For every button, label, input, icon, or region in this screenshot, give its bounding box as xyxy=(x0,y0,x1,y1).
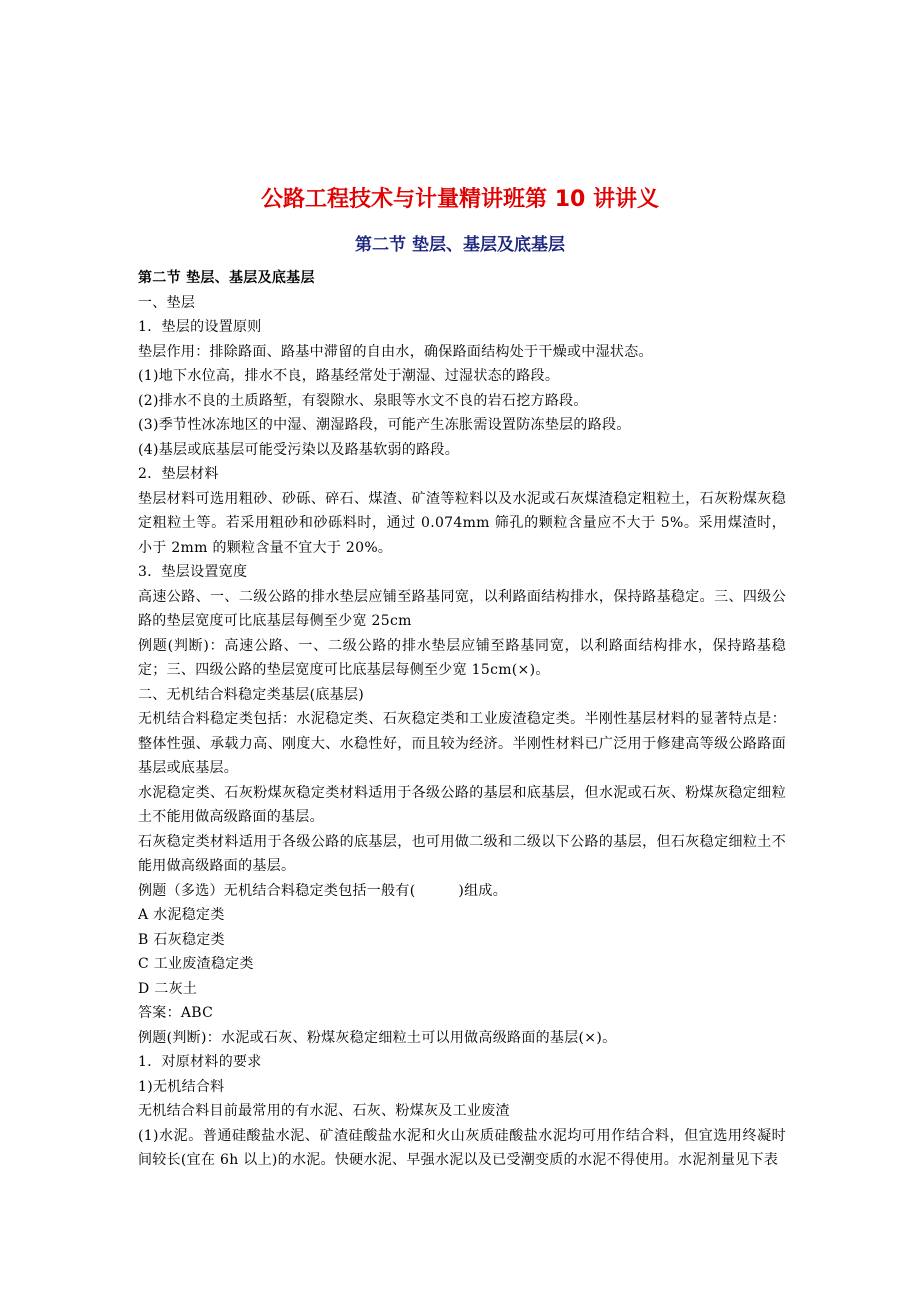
paragraph: 例题(判断)：水泥或石灰、粉煤灰稳定细粒土可以用做高级路面的基层(×)。 xyxy=(138,1029,617,1046)
paragraph: 无机结合料稳定类包括：水泥稳定类、石灰稳定类和工业废渣稳定类。半刚性基层材料的显著特点是：整体性强、承载力高、刚度大、水稳性好，而且较为经济。半刚性材料已广泛用于修建高等级公路路面基层或底基层。 xyxy=(138,711,786,776)
paragraph: 石灰稳定类材料适用于各级公路的底基层，也可用做二级和二级以下公路的基层，但石灰稳定细粒土不能用做高级路面的基层。 xyxy=(138,833,786,874)
paragraph: (3)季节性冰冻地区的中湿、潮湿路段，可能产生冻胀需设置防冻垫层的路段。 xyxy=(138,417,631,433)
paragraph: 水泥稳定类、石灰粉煤灰稳定类材料适用于各级公路的基层和底基层，但水泥或石灰、粉煤灰稳定细粒土不能用做高级路面的基层。 xyxy=(138,784,786,825)
paragraph: 垫层作用：排除路面、路基中滞留的自由水，确保路面结构处于干燥或中湿状态。 xyxy=(138,343,653,360)
option-item: B 石灰稳定类 xyxy=(138,931,225,948)
document-subtitle: 第二节 垫层、基层及底基层 xyxy=(355,235,565,255)
option-item: C 工业废渣稳定类 xyxy=(138,956,254,972)
paragraph: 垫层材料可选用粗砂、砂砾、碎石、煤渣、矿渣等粒料以及水泥或石灰煤渣稳定粗粒土，石灰粉煤灰稳定粗粒土等。若采用粗砂和砂砾料时，通过 0.074mm 筛孔的颗粒含量应不大于 5%。采用煤渣时，小于 2mm 的颗粒含量不宜大于 20%。 xyxy=(138,490,786,556)
paragraph: 2．垫层材料 xyxy=(138,466,219,482)
paragraph: 1．垫层的设置原则 xyxy=(138,319,262,335)
answer: 答案：ABC xyxy=(138,1005,214,1021)
paragraph: 例题（多选）无机结合料稳定类包括一般有( )组成。 xyxy=(138,882,508,899)
option-item: A 水泥稳定类 xyxy=(138,907,225,923)
paragraph: 3．垫层设置宽度 xyxy=(138,564,248,580)
paragraph: (2)排水不良的土质路堑，有裂隙水、泉眼等水文不良的岩石挖方路段。 xyxy=(138,392,588,409)
paragraph: (1)地下水位高，排水不良，路基经常处于潮湿、过湿状态的路段。 xyxy=(138,368,560,384)
paragraph: (4)基层或底基层可能受污染以及路基软弱的路段。 xyxy=(138,441,460,458)
paragraph: 一、垫层 xyxy=(138,294,196,311)
paragraph: 1)无机结合料 xyxy=(138,1078,225,1095)
section-heading: 第二节 垫层、基层及底基层 xyxy=(138,270,315,286)
option-item: D 二灰土 xyxy=(138,980,198,997)
paragraph: (1)水泥。普通硅酸盐水泥、矿渣硅酸盐水泥和火山灰质硅酸盐水泥均可用作结合料，但宜选用终凝时间较长(宜在 6h 以上)的水泥。快硬水泥、早强水泥以及已受潮变质的水泥不得使用。水泥剂量见下表 xyxy=(138,1127,786,1168)
paragraph: 高速公路、一、二级公路的排水垫层应铺至路基同宽，以利路面结构排水，保持路基稳定。三、四级公路的垫层宽度可比底基层每侧至少宽 25cm xyxy=(138,588,786,629)
document-title: 公路工程技术与计量精讲班第 10 讲讲义 xyxy=(261,187,659,212)
document-body xyxy=(138,266,786,1173)
paragraph: 例题(判断)：高速公路、一、二级公路的排水垫层应铺至路基同宽，以利路面结构排水，保持路基稳定；三、四级公路的垫层宽度可比底基层每侧至少宽 15cm(×)。 xyxy=(138,637,786,678)
paragraph: 无机结合料目前最常用的有水泥、石灰、粉煤灰及工业废渣 xyxy=(138,1103,510,1119)
paragraph: 二、无机结合料稳定类基层(底基层) xyxy=(138,686,365,703)
paragraph: 1．对原材料的要求 xyxy=(138,1054,262,1070)
